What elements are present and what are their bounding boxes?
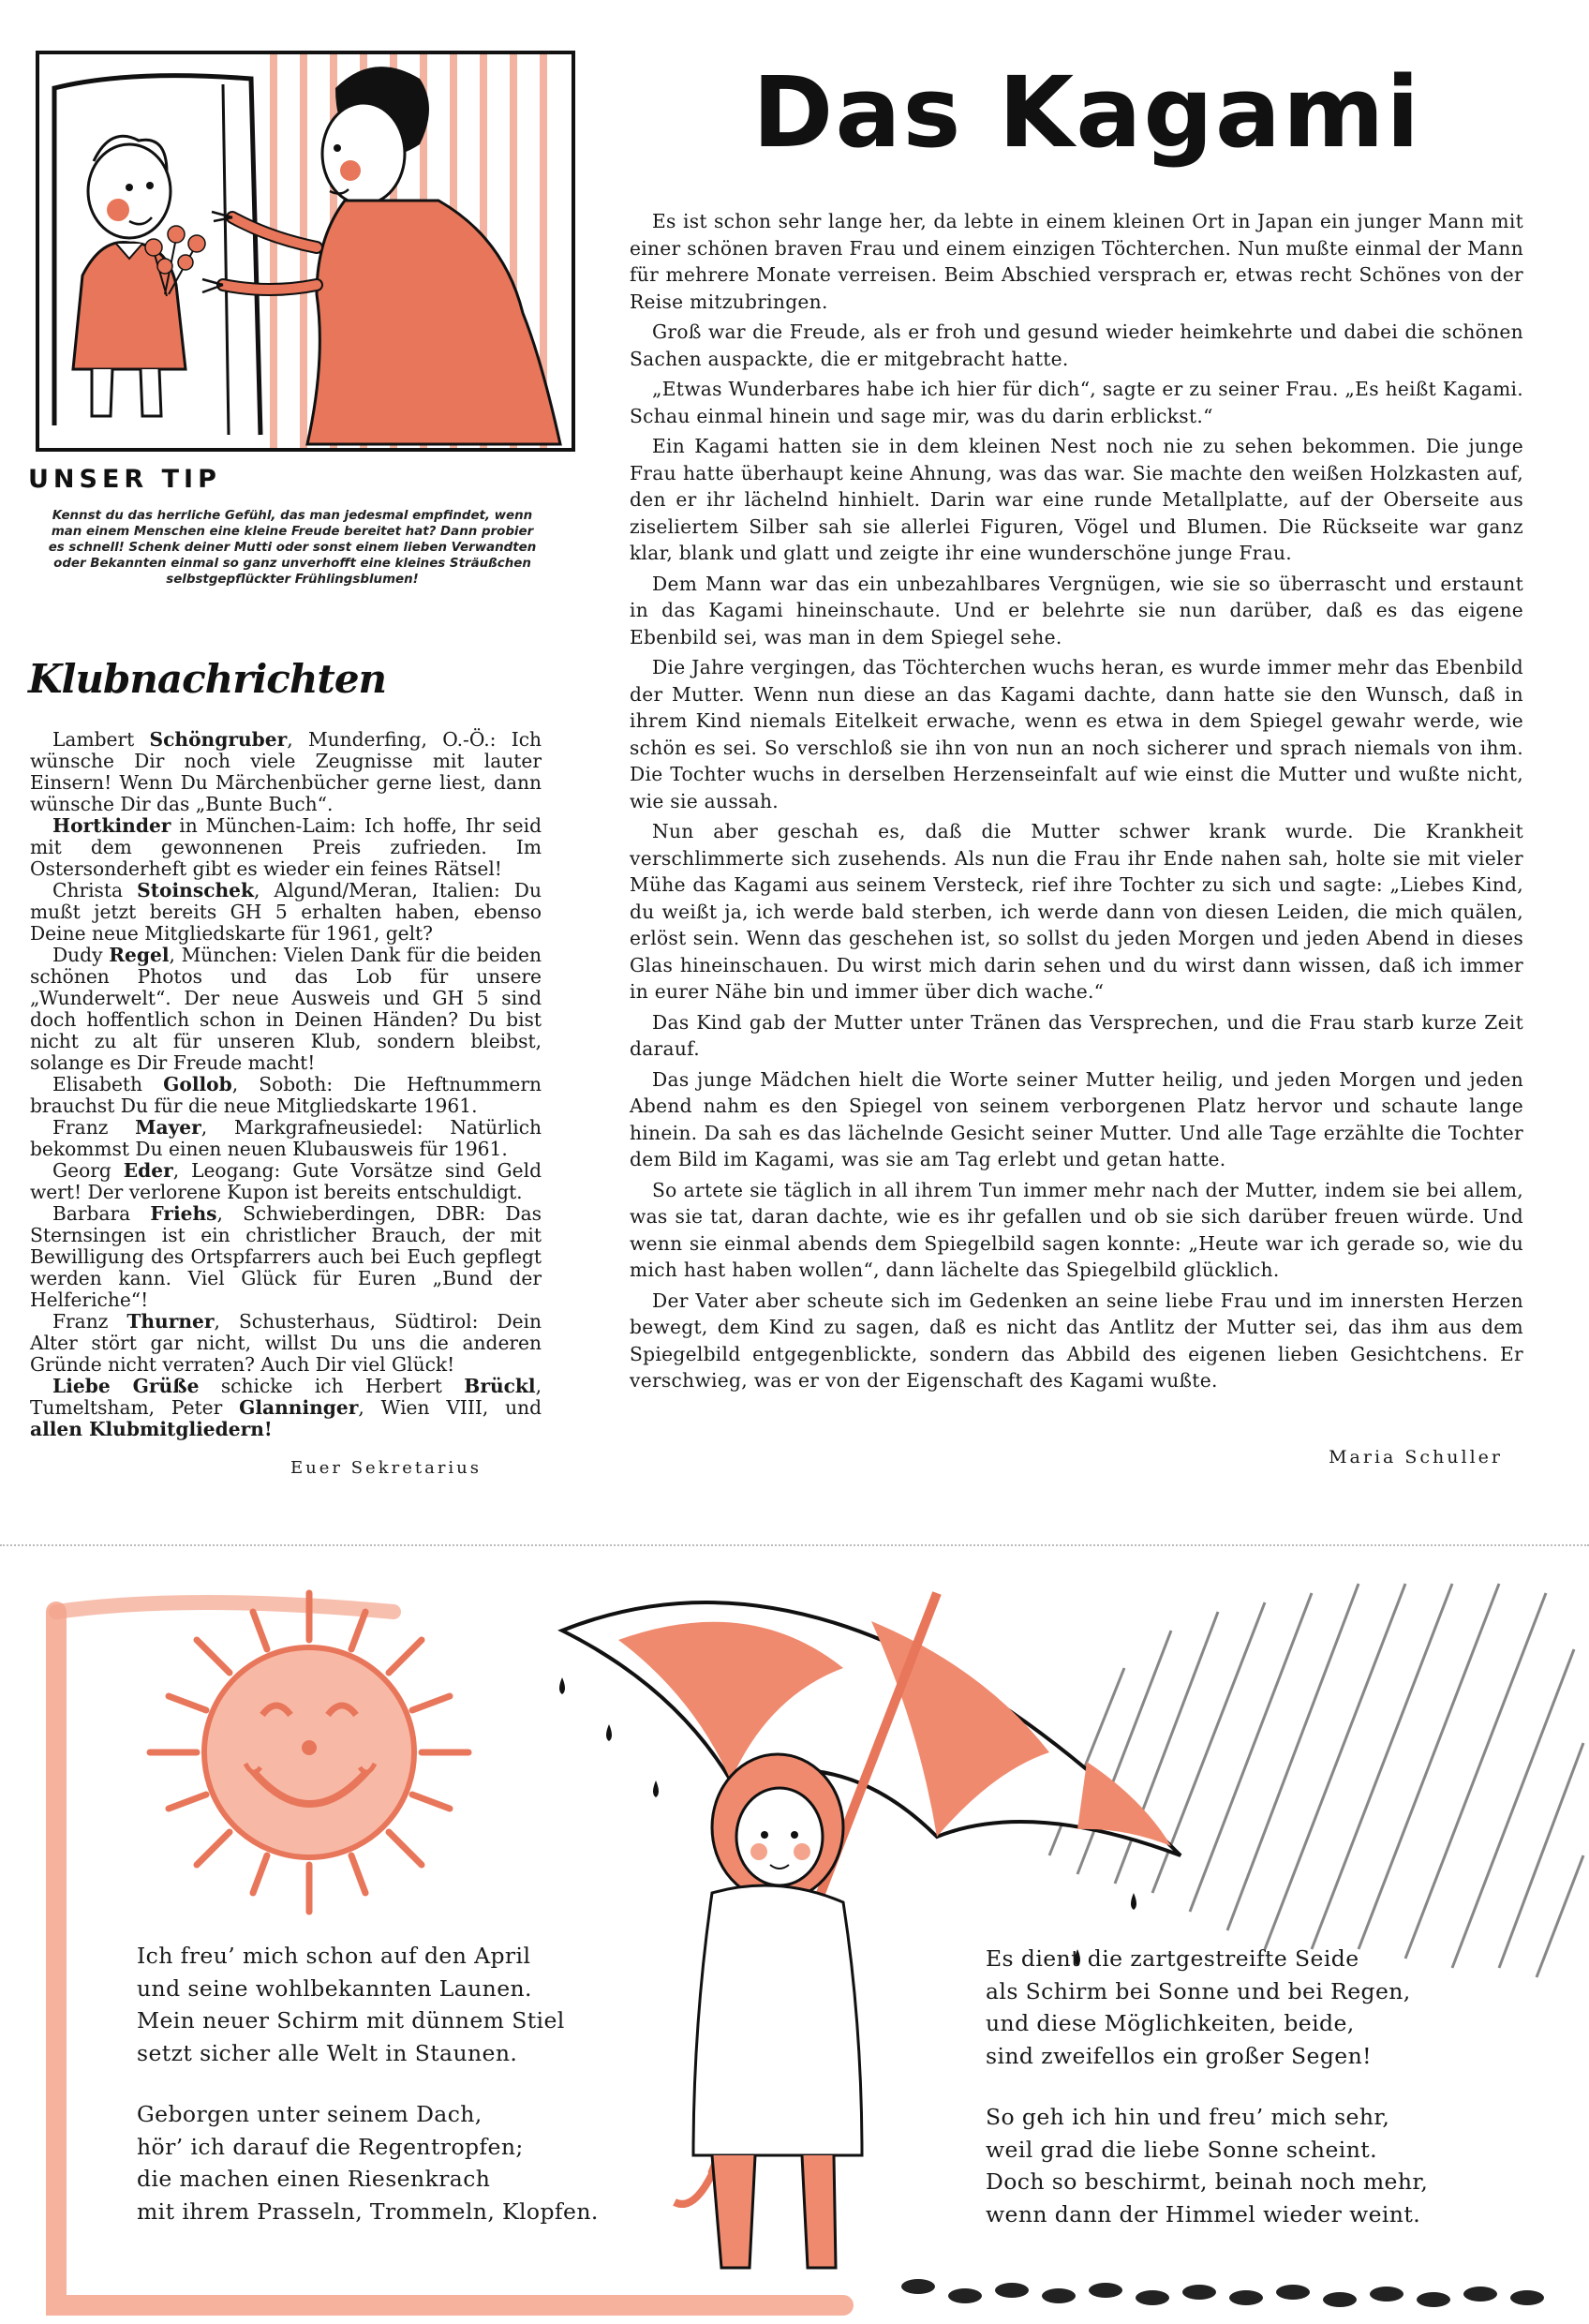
sun-icon — [150, 1593, 468, 1912]
club-entry: Lambert Schöngruber, Munderfing, O.-Ö.: Ich wünsche Dir noch viele Zeugnisse mit lauter Einsern! Wenn Du Märchenbücher gerne liest, dann wünsche Dir das „Bunte Buch“. — [30, 728, 542, 815]
club-entry: Georg Eder, Leogang: Gute Vorsätze sind Geld wert! Der verlorene Kupon ist bereits entschuldigt. — [30, 1159, 542, 1203]
poem-line: Es dient die zartgestreifte Seide — [986, 1945, 1359, 1972]
club-entry: Franz Mayer, Markgrafneusiedel: Natürlich bekommst Du einen neuen Klubausweis für 1961. — [30, 1116, 542, 1160]
poem-line: und diese Möglichkeiten, beide, — [986, 2010, 1355, 2036]
poem-left — [137, 1940, 661, 2227]
poem-right — [986, 1943, 1510, 2230]
story-paragraph: Die Jahre vergingen, das Töchterchen wuchs heran, es wurde immer mehr das Ebenbild der Mutter. Wenn nun diese an das Kagami dachte, dann hatte sie den Wunsch, daß in ihrem Kind niemals Eitelkeit erwache, wenn es etwa in dem Spiegel gewahr werde, wie schön es sei. So verschloß sie ihn von nun an noch sicherer und sprach niemals von ihm. Die Tochter wuchs in derselben Herzenseinfalt auf wie einst die Mutter und wußte nicht, wie sie aussah. — [630, 656, 1523, 812]
club-entry: Dudy Regel, München: Vielen Dank für die beiden schönen Photos und das Lob für unsere „Wunderwelt“. Der neue Ausweis und GH 5 sind doch hoffentlich schon in Deinen Händen? Du bist nicht zu alt für unseren Klub, sondern bleibst, solange es Dir Freude macht! — [30, 944, 542, 1074]
tip-heading: UNSER TIP — [28, 465, 221, 494]
story-title: Das Kagami — [751, 55, 1422, 170]
poem-line: sind zweifellos ein großer Segen! — [986, 2042, 1372, 2069]
story-paragraph: Der Vater aber scheute sich im Gedenken an seine liebe Frau und im innersten Herzen bewegt, dem Kind zu sagen, daß es nicht das Antlitz der Mutter sei, das ihm aus dem Spiegelbild entgegenblickte, sondern das Abbild des eigenen lieben Gesichtchens. Er verschwieg, was er von der Eigenschaft des Kagami wußte. — [630, 1289, 1523, 1392]
story-paragraph: Groß war die Freude, als er froh und gesund wieder heimkehrte und dabei die schönen Sachen auspackte, die er mitgebracht hatte. — [630, 320, 1523, 370]
club-entry: Franz Thurner, Schusterhaus, Südtirol: Dein Alter stört gar nicht, willst Du uns die anderen Gründe nicht verraten? Auch Dir viel Glück! — [30, 1310, 542, 1376]
footprints-trail — [901, 2279, 1544, 2307]
club-news-list — [30, 729, 542, 1440]
club-closing: Liebe Grüße schicke ich Herbert Brückl, Tumeltsham, Peter Glanninger, Wien VIII, und allen Klubmitgliedern! — [30, 1375, 542, 1440]
poem-line: hör’ ich darauf die Regentropfen; — [137, 2133, 524, 2160]
poem-line: die machen einen Riesenkrach — [137, 2166, 491, 2192]
poem-line: und seine wohlbekannten Launen. — [137, 1974, 532, 2002]
club-entry: Hortkinder in München-Laim: Ich hoffe, Ihr seid mit dem gewonnenen Preis zufrieden. Im Ostersonderheft gibt es wieder ein feines Rätsel! — [30, 814, 542, 880]
story-paragraph: Dem Mann war das ein unbezahlbares Vergnügen, wie sie so überrascht und erstaunt in das Kagami hineinschaute. Und er belehrte sie nun darüber, daß es das eigene Ebenbild sei, was man in dem Spiegel sehe. — [630, 572, 1523, 648]
poem-line: Geborgen unter seinem Dach, — [137, 2101, 483, 2127]
story-paragraph: So artete sie täglich in all ihrem Tun immer mehr nach der Mutter, indem sie bei allem, was sie tat, daran dachte, wie es ihr gefallen und ob sie sich darüber freuen würde. Und wenn sie einmal abends dem Spiegelbild sagen konnte: „Heute war ich gerade so, wie du mich hast haben wollen“, dann lächelte das Spiegelbild glücklich. — [630, 1178, 1523, 1281]
poem-line: wenn dann der Himmel wieder weint. — [986, 2200, 1421, 2227]
story-paragraph: Nun aber geschah es, daß die Mutter schwer krank wurde. Die Krankheit verschlimmerte sich zusehends. Als nun die Frau ihr Ende nahen sah, holte sie mit vieler Mühe das Kagami aus seinem Versteck, rief ihre Tochter zu sich und sagte: „Liebes Kind, du weißt ja, ich werde bald sterben, ich werde dann von diesen Leiden, die mich quälen, erlöst sein. Wenn das geschehen ist, so sollst du jeden Morgen und jeden Abend in dieses Glas hineinschauen. Du wirst mich darin sehen und du wirst dann wissen, daß ich immer in eurer Nähe bin und immer über dich wache.“ — [630, 820, 1523, 1003]
poem-line: So geh ich hin und freu’ mich sehr, — [986, 2104, 1390, 2130]
story-paragraph: „Etwas Wunderbares habe ich hier für dich“, sagte er zu seiner Frau. „Es heißt Kagami. Schau einmal hinein und sage mir, was du darin erblickst.“ — [630, 378, 1523, 427]
poem-line: als Schirm bei Sonne und bei Regen, — [986, 1977, 1411, 2004]
poem-line: weil grad die liebe Sonne scheint. — [986, 2136, 1377, 2163]
story-paragraph: Es ist schon sehr lange her, da lebte in einem kleinen Ort in Japan ein junger Mann mit einer schönen braven Frau und einem einzigen Töchterchen. Nun mußte einmal der Mann für mehrere Monate verreisen. Beim Abschied versprach er, etwas recht Schönes von der Reise mitzubringen. — [630, 210, 1523, 313]
tip-text: Kennst du das herrliche Gefühl, das man jedesmal empfindet, wenn man einem Menschen eine kleine Freude bereitet hat? Dann probier es schnell! Schenk deiner Mutti oder sonst einem lieben Verwandten oder Bekannten einmal so ganz unverhofft eine kleines Sträußchen selbstgepflückter Frühlingsblumen! — [48, 509, 537, 587]
story-paragraph: Das junge Mädchen hielt die Worte seiner Mutter heilig, und jeden Morgen und jeden Abend nahm es den Spiegel von seinem verborgenen Platz hervor und schaute lange hinein. Da sah es das lächelnde Gesicht seiner Mutter. Und alle Tage erzählte die Tochter dem Bild im Kagami, was sie am Tag erlebt und getan hatte. — [630, 1067, 1523, 1170]
club-news-title: Klubnachrichten — [28, 656, 387, 702]
story-paragraph: Das Kind gab der Mutter unter Tränen das Versprechen, und die Frau starb kurze Zeit darauf. — [630, 1010, 1523, 1060]
girl-figure — [693, 1754, 862, 2268]
poem-line: Mein neuer Schirm mit dünnem Stiel — [137, 2007, 565, 2034]
club-entry: Barbara Friehs, Schwieberdingen, DBR: Das Sternsingen ist ein christlicher Brauch, der mit Bewilligung des Ortspfarrers auch bei Euch gepflegt werden kann. Viel Glück für Euren „Bund der Helferiche“! — [30, 1202, 542, 1311]
poem-line: mit ihrem Prasseln, Trommeln, Klopfen. — [137, 2197, 599, 2225]
story-body — [630, 208, 1523, 1398]
club-signature: Euer Sekretarius — [290, 1458, 483, 1478]
fold-divider — [0, 1544, 1589, 1546]
poem-line: setzt sicher alle Welt in Staunen. — [137, 2039, 518, 2066]
tip-illustration — [36, 51, 575, 452]
story-paragraph: Ein Kagami hatten sie in dem kleinen Nest noch nie zu sehen bekommen. Die junge Frau hatte überhaupt keine Ahnung, was das war. Sie machte den weißen Holzkasten auf, den er ihr lächelnd hinhielt. Darin war eine runde Metallplatte, auf der Oberseite aus ziseliertem Silber sah sie allerlei Figuren, Vögel und Blumen. Die Rückseite war ganz klar, blank und glatt und zeigte ihr eine wunderschöne junge Frau. — [630, 435, 1523, 564]
poem-line: Doch so beschirmt, beinah noch mehr, — [986, 2168, 1429, 2195]
club-entry: Christa Stoinschek, Algund/Meran, Italien: Du mußt jetzt bereits GH 5 erhalten haben, ebenso Deine neue Mitgliedskarte für 1961, gelt? — [30, 879, 542, 945]
club-entry: Elisabeth Gollob, Soboth: Die Heftnummern brauchst Du für die neue Mitgliedskarte 1961. — [30, 1073, 542, 1117]
poem-line: Ich freu’ mich schon auf den April — [137, 1943, 531, 1969]
rain-pattern — [1049, 1584, 1583, 1977]
story-author: Maria Schuller — [1329, 1447, 1503, 1467]
